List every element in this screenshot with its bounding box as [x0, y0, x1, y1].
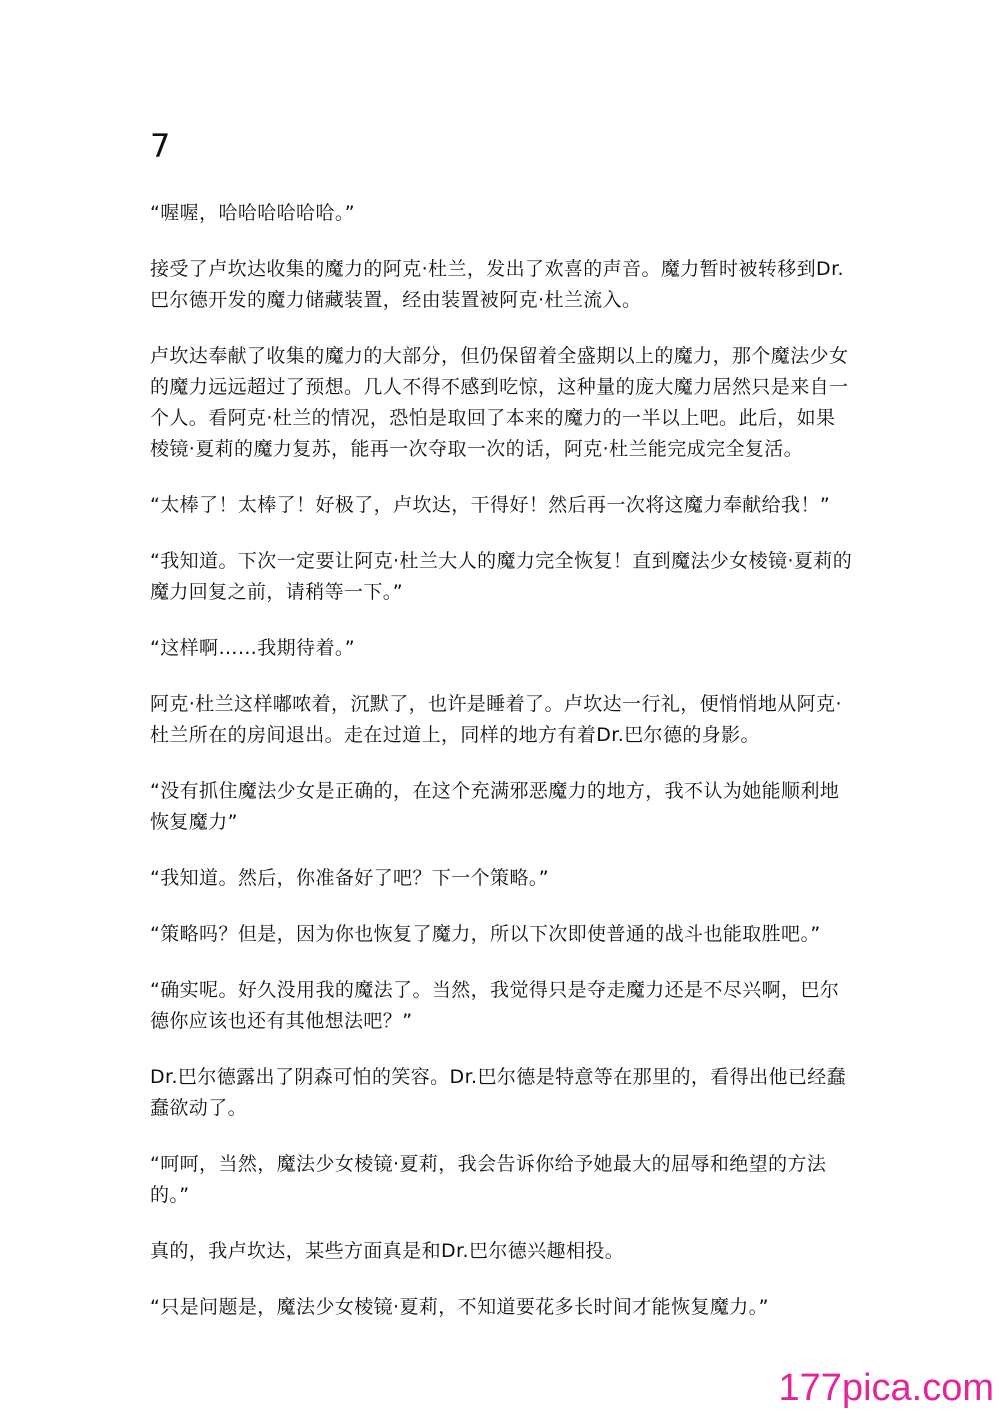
- paragraph: “我知道。然后，你准备好了吧？下一个策略。”: [150, 867, 549, 889]
- paragraph: 真的，我卢坎达，某些方面真是和Dr.巴尔德兴趣相投。: [150, 1240, 625, 1262]
- watermark: 177pica.com: [778, 1367, 994, 1409]
- paragraph: Dr.巴尔德露出了阴森可怕的笑容。Dr.巴尔德是特意等在那里的，看得出他已经蠢蠢欲动了。: [150, 1066, 847, 1119]
- paragraph: “太棒了！太棒了！好极了，卢坎达，干得好！然后再一次将这魔力奉献给我！”: [150, 494, 831, 516]
- paragraph: “策略吗？但是，因为你也恢复了魔力，所以下次即使普通的战斗也能取胜吧。”: [150, 923, 821, 945]
- body-text: [150, 198, 854, 1348]
- paragraph: “我知道。下次一定要让阿克·杜兰大人的魔力完全恢复！直到魔法少女棱镜·夏莉的魔力回复之前，请稍等一下。”: [150, 550, 853, 603]
- paragraph: “喔喔，哈哈哈哈哈哈。”: [150, 202, 355, 224]
- paragraph: “只是问题是，魔法少女棱镜·夏莉，不知道要花多长时间才能恢复魔力。”: [150, 1296, 769, 1318]
- paragraph: 阿克·杜兰这样嘟哝着，沉默了，也许是睡着了。卢坎达一行礼，便悄悄地从阿克·杜兰所在的房间退出。走在过道上，同样的地方有着Dr.巴尔德的身影。: [150, 693, 842, 746]
- paragraph: “没有抓住魔法少女是正确的，在这个充满邪恶魔力的地方，我不认为她能顺利地恢复魔力”: [150, 780, 840, 833]
- paragraph: “这样啊……我期待着。”: [150, 637, 355, 659]
- paragraph: 卢坎达奉献了收集的魔力的大部分，但仍保留着全盛期以上的魔力，那个魔法少女的魔力远远超过了预想。几人不得不感到吃惊，这种量的庞大魔力居然只是来自一个人。看阿克·杜兰的情况，恐怕是取回了本来的魔力的一半以上吧。此后，如果棱镜·夏莉的魔力复苏，能再一次夺取一次的话，阿克·杜兰能完成完全复活。: [150, 345, 849, 460]
- paragraph: 接受了卢坎达收集的魔力的阿克·杜兰，发出了欢喜的声音。魔力暂时被转移到Dr.巴尔德开发的魔力储藏装置，经由装置被阿克·杜兰流入。: [150, 258, 844, 311]
- chapter-number: 7: [150, 127, 171, 165]
- paragraph: “呵呵，当然，魔法少女棱镜·夏莉，我会告诉你给予她最大的屈辱和绝望的方法的。”: [150, 1153, 827, 1206]
- paragraph: “确实呢。好久没用我的魔法了。当然，我觉得只是夺走魔力还是不尽兴啊，巴尔德你应该也还有其他想法吧？”: [150, 979, 840, 1032]
